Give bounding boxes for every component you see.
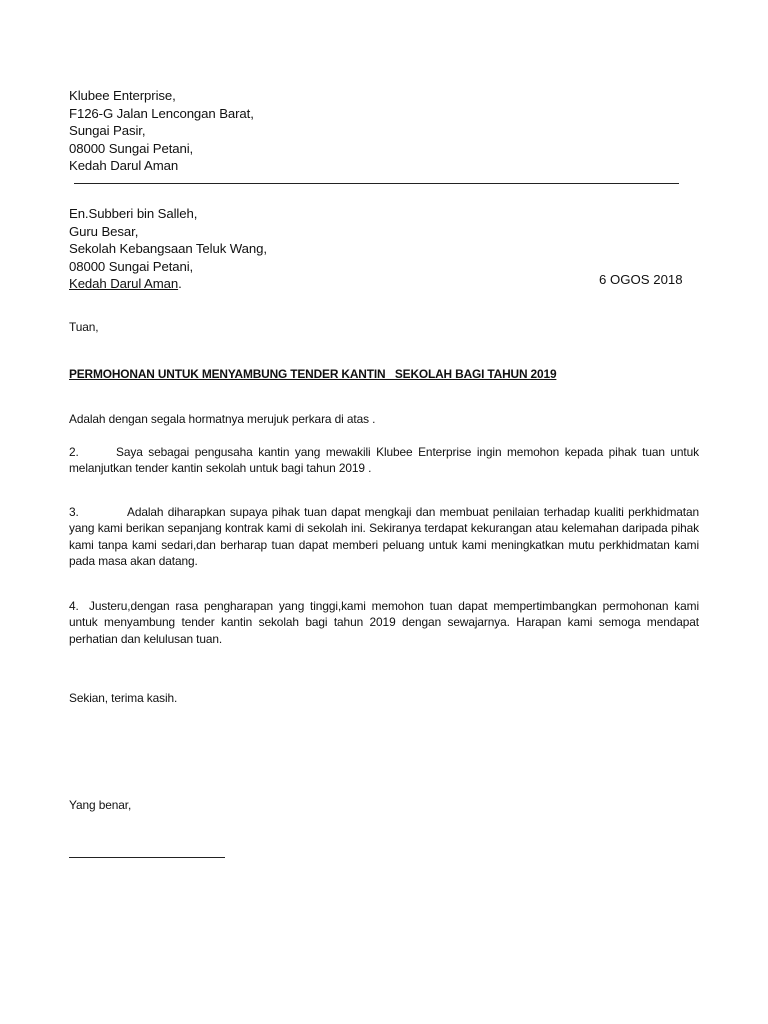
- sender-line: 08000 Sungai Petani,: [69, 140, 194, 156]
- salutation: Tuan,: [69, 320, 99, 334]
- paragraph-number: 2.: [69, 445, 79, 459]
- sender-address: [69, 87, 254, 175]
- header-divider: [74, 183, 679, 184]
- recipient-line: Guru Besar,: [69, 223, 139, 239]
- subject-line: PERMOHONAN UNTUK MENYAMBUNG TENDER KANTIN SEKOLAH BAGI TAHUN 2019: [69, 367, 557, 381]
- paragraph-number: 3.: [69, 505, 79, 519]
- sender-line: F126-G Jalan Lencongan Barat,: [69, 105, 254, 121]
- paragraph-3: [69, 504, 699, 570]
- recipient-state: Kedah Darul Aman: [69, 276, 179, 291]
- recipient-state-suffix: .: [178, 276, 182, 291]
- recipient-line: En.Subberi bin Salleh,: [69, 206, 198, 221]
- letter-date: 6 OGOS 2018: [599, 272, 683, 287]
- recipient-line-last: [69, 275, 267, 293]
- sender-line: Kedah Darul Aman: [69, 158, 179, 173]
- paragraph-4: [69, 598, 699, 647]
- signoff: Yang benar,: [69, 798, 132, 812]
- recipient-line: 08000 Sungai Petani,: [69, 258, 194, 274]
- paragraph-text: Adalah diharapkan supaya pihak tuan dapat mengkaji dan membuat penilaian terhadap kualiti perkhidmatan yang kami berikan sepanjang kontrak kami di sekolah ini. Sekiranya terdapat kekurangan atau kelemahan daripada pihak kami tanpa kami sedari,dan berharap tuan dapat memberi peluang untuk kami meningkatkan mutu perkhidmatan kami pada masa akan datang.: [69, 505, 699, 569]
- signature-line: [69, 857, 225, 858]
- recipient-address: [69, 205, 267, 293]
- paragraph-number: 4.: [69, 599, 79, 613]
- sender-line: Sungai Pasir,: [69, 123, 146, 138]
- sender-line: Klubee Enterprise,: [69, 88, 176, 103]
- recipient-line: Sekolah Kebangsaan Teluk Wang,: [69, 241, 267, 256]
- paragraph-text: Saya sebagai pengusaha kantin yang mewakili Klubee Enterprise ingin memohon kepada pihak tuan untuk melanjutkan tender kantin sekolah untuk bagi tahun 2019 .: [69, 445, 699, 476]
- closing-line: Sekian, terima kasih.: [69, 691, 178, 705]
- paragraph-text: Justeru,dengan rasa pengharapan yang tinggi,kami memohon tuan dapat mempertimbangkan permohonan kami untuk menyambung tender kantin sekolah bagi tahun 2019 dengan sewajarnya. Harapan kami semoga mendapat perhatian dan kelulusan tuan.: [69, 599, 699, 646]
- paragraph-2: [69, 444, 699, 477]
- intro-paragraph: Adalah dengan segala hormatnya merujuk perkara di atas .: [69, 412, 376, 426]
